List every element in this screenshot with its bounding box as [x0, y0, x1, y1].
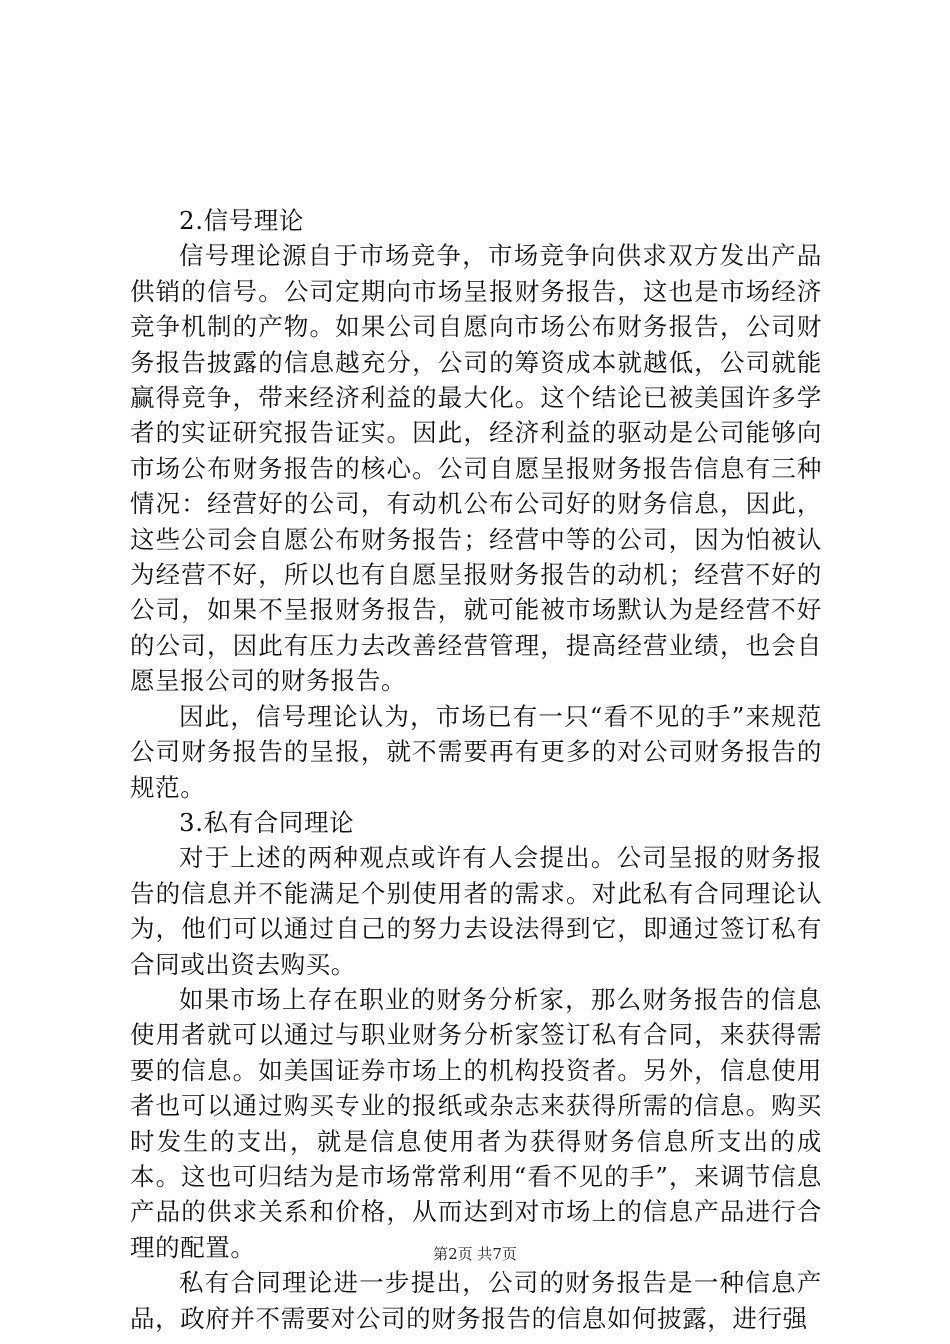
paragraph-private-contract-2: 如果市场上存在职业的财务分析家，那么财务报告的信息使用者就可以通过与职业财务分析家签订私有合同，来获得需要的信息。如美国证券市场上的机构投资者。另外，信息使用者也可以通过购买专业的报纸或杂志来获得所需的信息。购买时发生的支出，就是信息使用者为获得财务信息所支出的成本。这也可归结为是市场常常利用“看不见的手”，来调节信息产品的供求关系和价格，从而达到对市场上的信息产品进行合理的配置。 — [130, 984, 822, 1262]
paragraph-signal-theory-1: 信号理论源自于市场竞争，市场竞争向供求双方发出产品供销的信号。公司定期向市场呈报财务报告，这也是市场经济竞争机制的产物。如果公司自愿向市场公布财务报告，公司财务报告披露的信息越充分，公司的筹资成本就越低，公司就能赢得竞争，带来经济利益的最大化。这个结论已被美国许多学者的实证研究报告证实。因此，经济利益的驱动是公司能够向市场公布财务报告的核心。公司自愿呈报财务报告信息有三种情况：经营好的公司，有动机公布公司好的财务信息，因此，这些公司会自愿公布财务报告；经营中等的公司，因为怕被认为经营不好，所以也有自愿呈报财务报告的动机；经营不好的公司，如果不呈报财务报告，就可能被市场默认为是经营不好的公司，因此有压力去改善经营管理，提高经营业绩，也会自愿呈报公司的财务报告。 — [130, 241, 822, 696]
section-heading-private-contract-theory: 3.私有合同理论 — [179, 807, 355, 837]
document-body — [130, 203, 822, 1336]
paragraph-signal-theory-2: 因此，信号理论认为，市场已有一只“看不见的手”来规范公司财务报告的呈报，就不需要再有更多的对公司财务报告的规范。 — [130, 701, 822, 802]
page-number-footer: 第2页 共7页 — [433, 1245, 517, 1263]
section-heading-signal-theory: 2.信号理论 — [179, 206, 304, 235]
paragraph-private-contract-1: 对于上述的两种观点或许有人会提出。公司呈报的财务报告的信息并不能满足个别使用者的需求。对此私有合同理论认为，他们可以通过自己的努力去设法得到它，即通过签订私有合同或出资去购买。 — [130, 843, 822, 979]
paragraph-private-contract-3: 私有合同理论进一步提出，公司的财务报告是一种信息产品，政府并不需要对公司的财务报告的信息如何披露，进行强 — [130, 1268, 822, 1333]
